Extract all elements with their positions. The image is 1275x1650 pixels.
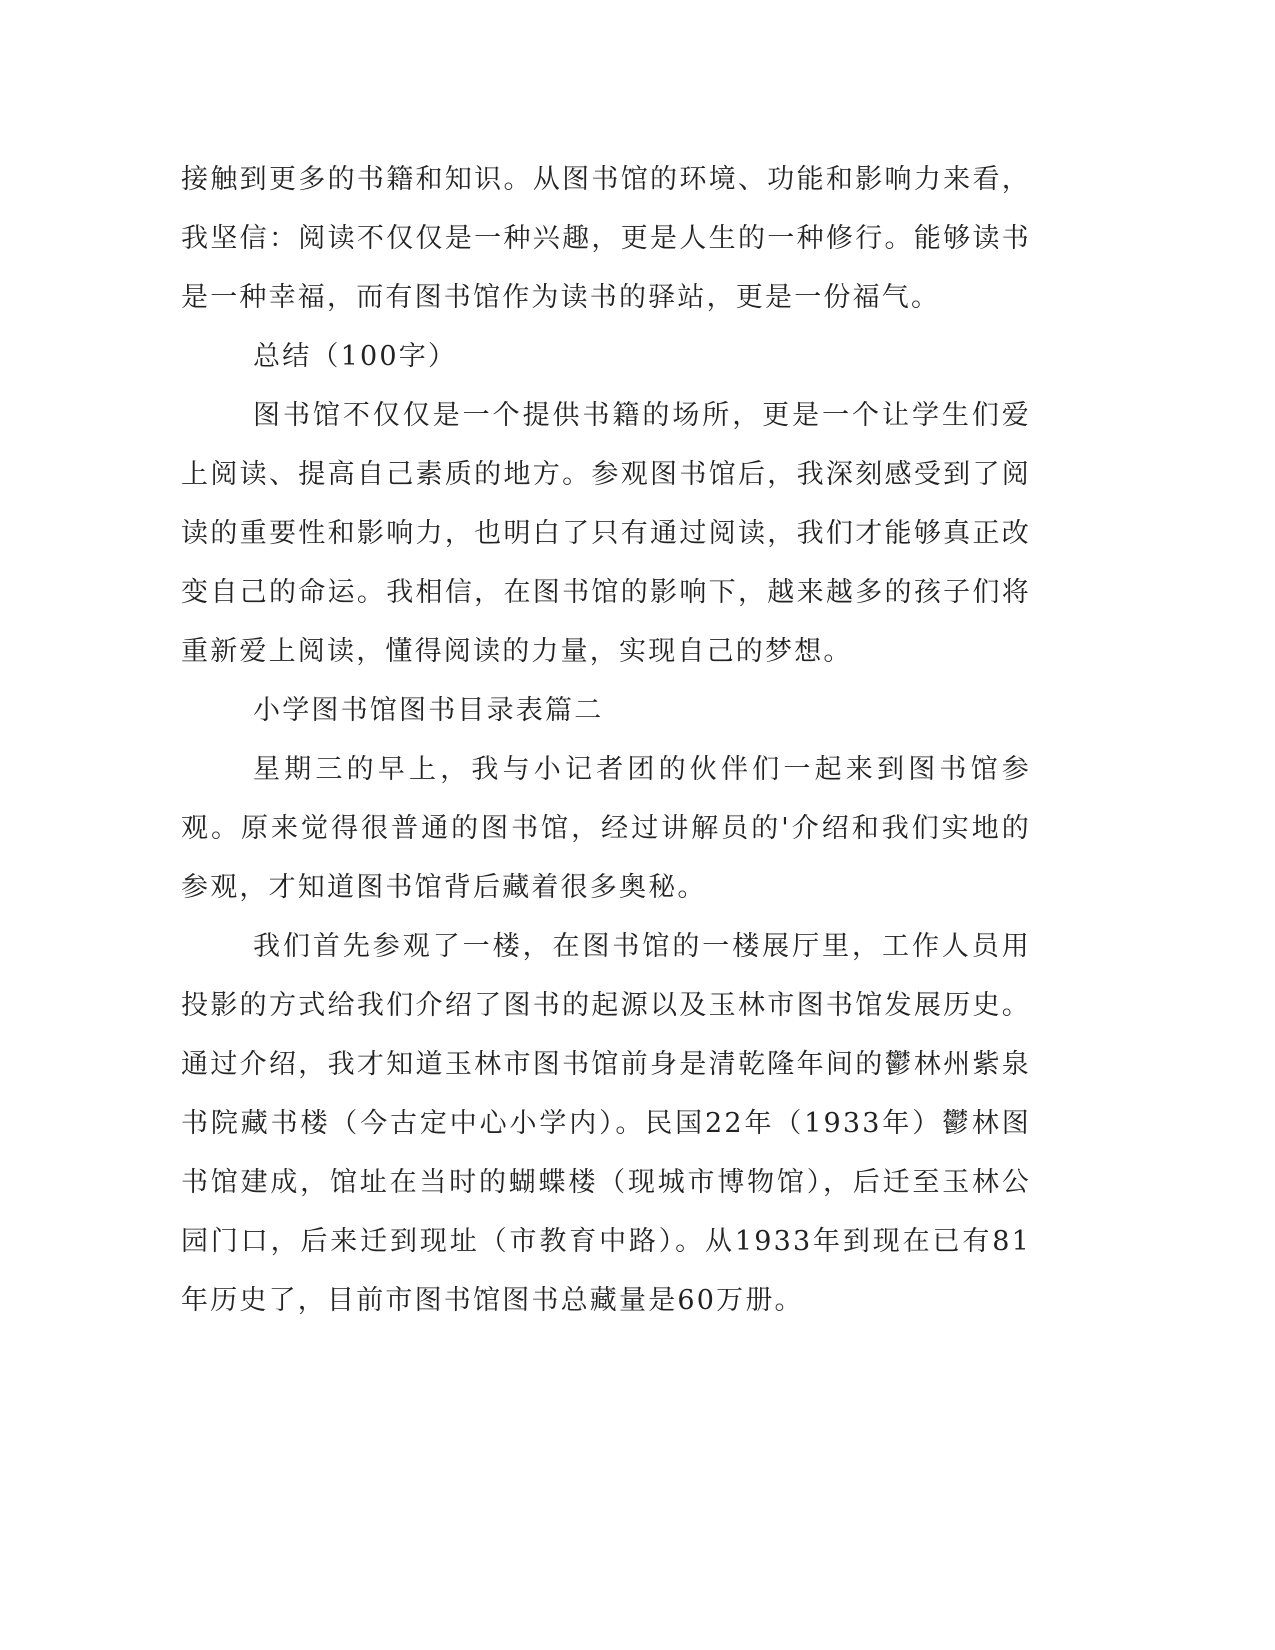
section-heading-summary: 总结（100字） <box>253 341 458 372</box>
paragraph-library-history: 我们首先参观了一楼，在图书馆的一楼展厅里，工作人员用投影的方式给我们介绍了图书的起源以及玉林市图书馆发展历史。通过介绍，我才知道玉林市图书馆前身是清乾隆年间的鬱林州紫泉书院藏书楼（今古定中心小学内）。民国22年（1933年）鬱林图书馆建成，馆址在当时的蝴蝶楼（现城市博物馆），后迁至玉林公园门口，后来迁到现址（市教育中路）。从1933年到现在已有81年历史了，目前市图书馆图书总藏量是60万册。 <box>181 931 1031 1316</box>
paragraph-continuation: 接触到更多的书籍和知识。从图书馆的环境、功能和影响力来看，我坚信：阅读不仅仅是一种兴趣，更是人生的一种修行。能够读书是一种幸福，而有图书馆作为读书的驿站，更是一份福气。 <box>181 164 1031 313</box>
document-body <box>181 150 1031 1330</box>
paragraph-summary: 图书馆不仅仅是一个提供书籍的场所，更是一个让学生们爱上阅读、提高自己素质的地方。参观图书馆后，我深刻感受到了阅读的重要性和影响力，也明白了只有通过阅读，我们才能够真正改变自己的命运。我相信，在图书馆的影响下，越来越多的孩子们将重新爱上阅读，懂得阅读的力量，实现自己的梦想。 <box>181 400 1031 667</box>
section-heading-part-two: 小学图书馆图书目录表篇二 <box>253 695 604 726</box>
paragraph-visit-intro: 星期三的早上，我与小记者团的伙伴们一起来到图书馆参观。原来觉得很普通的图书馆，经过讲解员的'介绍和我们实地的参观，才知道图书馆背后藏着很多奥秘。 <box>181 754 1031 903</box>
